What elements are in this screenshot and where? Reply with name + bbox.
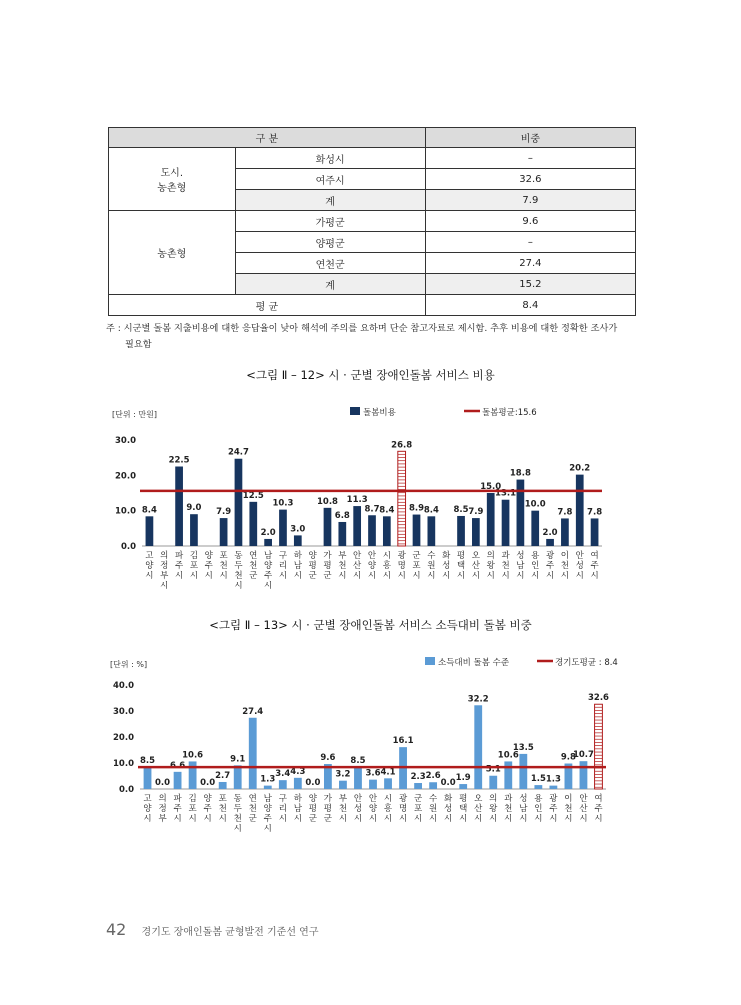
category-label: 안 양 시: [368, 794, 378, 824]
category-label: 광 명 시: [397, 551, 406, 581]
legend-line-label: 경기도평균 : 8.4: [555, 658, 618, 668]
category-label: 포 천 시: [219, 551, 228, 581]
category-label: 동 두 천 시: [233, 794, 242, 834]
data-label: 0.0: [305, 778, 321, 788]
data-label: 7.8: [587, 507, 603, 518]
data-label: 24.7: [227, 447, 249, 458]
table-header-row: [109, 128, 636, 148]
category-label: 과 천 시: [504, 794, 513, 824]
category-label: 오 산 시: [474, 794, 483, 824]
unit-label: [단위 : %]: [110, 660, 148, 669]
category-label: 의 왕 시: [489, 794, 498, 824]
data-label: 10.7: [572, 750, 594, 761]
bar: [384, 778, 392, 789]
y-tick-label: 20.0: [115, 471, 136, 482]
data-label: 11.3: [346, 495, 368, 506]
data-label: 9.8: [560, 752, 576, 763]
data-label: 27.4: [242, 706, 264, 717]
bar: [429, 782, 437, 789]
bar: [190, 514, 198, 546]
category-label: 파 주 시: [174, 551, 184, 581]
category-label: 의 정 부: [158, 794, 167, 824]
data-label: 10.0: [524, 499, 546, 510]
category-label: 광 명 시: [398, 794, 408, 824]
data-label: 3.6: [365, 768, 381, 779]
header-category: 구 분: [109, 128, 426, 148]
data-label: 8.5: [350, 755, 366, 766]
row-value: 15.2: [425, 274, 635, 295]
table-note: [106, 321, 646, 353]
bar: [580, 761, 588, 789]
category-label: 동 두 천 시: [234, 551, 243, 591]
category-label: 성 남 시: [519, 794, 528, 824]
data-label: 9.0: [186, 503, 202, 514]
group-name: 농촌형: [109, 211, 236, 295]
bar: [339, 781, 347, 789]
data-label: 1.3: [260, 774, 276, 785]
row-label: 계: [235, 274, 425, 295]
data-label: 3.0: [290, 524, 306, 535]
average-label: 평 균: [109, 295, 426, 316]
figure-12-caption: <그림 Ⅱ – 12> 시 · 군별 장애인돌봄 서비스 비용: [246, 368, 495, 382]
category-label: 남 양 주 시: [263, 794, 272, 834]
y-tick-label: 30.0: [115, 436, 136, 446]
y-tick-label: 10.0: [115, 506, 136, 517]
category-label: 군 포 시: [413, 794, 423, 824]
bar: [279, 780, 287, 789]
data-label: 8.7: [364, 504, 380, 515]
figure-13-caption: <그림 Ⅱ – 13> 시 · 군별 장애인돌봄 서비스 소득대비 돌봄 비중: [209, 618, 532, 632]
data-label: 10.6: [497, 750, 519, 761]
category-label: 안 양 시: [367, 551, 377, 581]
category-label: 양 평 군: [308, 551, 317, 581]
bar: [219, 782, 227, 789]
data-label: 0.0: [440, 778, 456, 788]
data-label: 16.1: [392, 736, 414, 747]
category-label: 구 리 시: [278, 551, 288, 581]
bar: [235, 459, 243, 546]
bar: [249, 502, 257, 546]
bar: [561, 518, 569, 546]
note-line: 주 : 시군별 돌봄 지출비용에 대한 응답율이 낮아 해석에 주의를 요하며 단순 참고자료로 제시함. 추후 비용에 대한 정확한 조사가: [106, 323, 618, 334]
category-label: 가 평 군: [323, 794, 333, 824]
category-label: 고 양 시: [145, 551, 154, 581]
document-title: 경기도 장애인돌봄 균형발전 기준선 연구: [141, 927, 319, 938]
bar: [264, 539, 272, 546]
category-label: 시 흥 시: [382, 551, 391, 581]
bar: [576, 475, 584, 546]
data-label: 6.8: [334, 510, 350, 521]
data-label: 7.9: [468, 507, 484, 518]
data-label: 4.3: [290, 766, 306, 777]
data-label: 2.0: [260, 527, 276, 538]
row-label: 연천군: [235, 253, 425, 274]
category-label: 과 천 시: [501, 551, 510, 581]
category-label: 연 천 군: [248, 794, 257, 824]
bar: [189, 761, 197, 789]
category-label: 안 성 시: [353, 794, 363, 824]
row-value: –: [425, 148, 635, 169]
table-row: [109, 211, 636, 232]
page-footer: [106, 920, 318, 939]
data-label: 8.4: [423, 505, 439, 516]
data-label: 0.0: [200, 778, 216, 788]
bar: [472, 518, 480, 546]
category-label: 구 리 시: [278, 794, 287, 824]
data-label: 5.1: [485, 764, 501, 775]
bar: [414, 783, 422, 789]
data-label: 18.8: [509, 468, 531, 479]
category-label: 군 포 시: [412, 551, 421, 581]
cost-share-table: [108, 127, 636, 316]
group-name: 도시. 농촌형: [109, 148, 236, 211]
bar: [294, 778, 302, 789]
row-value: 7.9: [425, 190, 635, 211]
bar: [220, 518, 228, 546]
bar: [174, 772, 182, 789]
category-label: 김 포 시: [189, 551, 199, 581]
y-tick-label: 20.0: [113, 733, 134, 743]
bar: [413, 515, 421, 546]
bar: [519, 754, 527, 789]
data-label: 22.5: [168, 455, 190, 466]
bar: [427, 516, 435, 546]
category-label: 안 산 시: [579, 794, 588, 824]
table-row: [109, 148, 636, 169]
category-label: 시 흥 시: [383, 794, 393, 824]
data-label: 8.9: [408, 503, 425, 514]
category-label: 광 주 시: [545, 551, 555, 581]
category-label: 여 주 시: [594, 794, 603, 824]
data-label: 0.0: [155, 778, 171, 788]
legend-bar-swatch: [425, 657, 435, 665]
y-tick-label: 30.0: [113, 707, 134, 717]
row-value: 32.6: [425, 169, 635, 190]
row-label: 계: [235, 190, 425, 211]
data-label: 2.3: [410, 772, 426, 783]
page-number: 42: [106, 920, 127, 939]
category-label: 여 주 시: [590, 551, 599, 581]
category-label: 의 정 부 시: [160, 551, 169, 591]
bar: [504, 761, 512, 789]
unit-label: [단위 : 만원]: [112, 410, 157, 419]
bar: [517, 480, 525, 546]
bar: [549, 786, 557, 789]
data-label: 7.8: [557, 507, 573, 518]
bar: [324, 508, 332, 546]
income-ratio-bar-chart: [0, 650, 741, 840]
data-label: 4.1: [380, 767, 396, 778]
category-label: 안 산 시: [353, 551, 362, 581]
category-label: 수 원 시: [429, 794, 438, 824]
category-label: 수 원 시: [427, 551, 436, 581]
data-label: 2.7: [215, 770, 231, 781]
data-label: 8.4: [141, 505, 157, 516]
category-label: 오 산 시: [471, 551, 480, 581]
data-label: 7.9: [216, 507, 232, 518]
category-label: 안 성 시: [575, 551, 584, 581]
category-label: 양 평 군: [308, 794, 317, 824]
row-label: 가평군: [235, 211, 425, 232]
bar: [487, 493, 495, 546]
category-label: 연 천 군: [249, 551, 258, 581]
category-label: 고 양 시: [143, 794, 152, 824]
row-label: 화성시: [235, 148, 425, 169]
bar: [502, 500, 510, 546]
data-label: 8.5: [453, 504, 469, 515]
data-label: 1.3: [545, 774, 561, 785]
category-label: 부 천 시: [338, 551, 347, 581]
category-label: 양 주 시: [204, 551, 213, 581]
data-label: 10.3: [272, 498, 294, 509]
row-value: 9.6: [425, 211, 635, 232]
y-tick-label: 10.0: [113, 759, 134, 769]
data-label: 10.6: [182, 750, 204, 761]
cost-bar-chart: [0, 400, 741, 605]
data-label: 9.6: [320, 753, 336, 764]
bar: [534, 785, 542, 789]
bar: [368, 515, 376, 546]
category-label: 하 남 시: [293, 551, 302, 581]
bar: [591, 518, 599, 546]
data-label: 26.8: [391, 440, 413, 451]
bar: [369, 780, 377, 789]
bar: [338, 522, 346, 546]
category-label: 남 양 주 시: [264, 551, 273, 591]
bar: [264, 786, 272, 789]
row-value: 27.4: [425, 253, 635, 274]
bar: [354, 767, 362, 789]
y-tick-label: 0.0: [120, 542, 136, 552]
bar: [459, 784, 467, 789]
data-label: 2.0: [542, 527, 558, 538]
row-value: –: [425, 232, 635, 253]
data-label: 3.2: [335, 769, 351, 780]
category-label: 의 왕 시: [486, 551, 495, 581]
category-label: 양 주 시: [203, 794, 212, 824]
bar: [353, 506, 361, 546]
category-label: 가 평 군: [323, 551, 332, 581]
data-label: 12.5: [242, 490, 264, 501]
y-tick-label: 40.0: [113, 681, 134, 691]
category-label: 화 성 시: [442, 551, 451, 581]
data-label: 1.9: [455, 773, 471, 784]
bar: [175, 467, 183, 547]
bar-highlight: [398, 451, 406, 546]
data-label: 32.2: [467, 694, 489, 705]
data-label: 20.2: [569, 463, 591, 474]
data-label: 8.5: [139, 755, 156, 766]
data-label: 15.0: [480, 482, 502, 492]
data-label: 8.4: [379, 505, 395, 516]
category-label: 화 성 시: [444, 794, 453, 824]
category-label: 하 남 시: [293, 794, 302, 824]
bar: [474, 705, 482, 789]
bar: [489, 776, 497, 789]
bar: [294, 535, 302, 546]
category-label: 이 천 시: [560, 551, 570, 581]
category-label: 파 주 시: [173, 794, 182, 824]
data-label: 2.6: [425, 771, 441, 782]
bar: [457, 516, 465, 546]
data-label: 9.1: [230, 754, 246, 765]
data-label: 10.8: [316, 496, 338, 507]
category-label: 용 인 시: [531, 551, 540, 581]
category-label: 평 택 시: [459, 794, 468, 824]
category-label: 부 천 시: [338, 794, 348, 824]
category-label: 평 택 시: [456, 551, 466, 581]
note-line: 필요함: [125, 339, 152, 350]
bar: [144, 767, 152, 789]
bar: [383, 516, 391, 546]
legend-line-label: 돌봄평균:15.6: [482, 408, 537, 418]
row-label: 여주시: [235, 169, 425, 190]
data-label: 13.1: [495, 488, 517, 499]
table-row-average: [109, 295, 636, 316]
data-label: 32.6: [587, 693, 609, 704]
bar: [279, 510, 287, 546]
category-label: 광 주 시: [549, 794, 558, 824]
data-label: 13.5: [512, 742, 534, 753]
bar: [234, 765, 242, 789]
data-label: 3.4: [275, 769, 291, 780]
bar: [531, 511, 539, 546]
bar: [546, 539, 554, 546]
average-value: 8.4: [425, 295, 635, 316]
category-label: 김 포 시: [188, 794, 197, 824]
legend-bar-label: 소득대비 돌봄 수준: [438, 658, 510, 668]
row-label: 양평군: [235, 232, 425, 253]
category-label: 성 남 시: [516, 551, 525, 581]
y-tick-label: 0.0: [118, 785, 134, 795]
legend-bar-label: 돌봄비용: [363, 408, 396, 418]
legend-bar-swatch: [350, 407, 360, 415]
header-share: 비중: [425, 128, 635, 148]
data-label: 1.5: [530, 774, 546, 785]
category-label: 포 천 시: [218, 794, 227, 824]
category-label: 이 천 시: [564, 794, 573, 824]
data-label: 6.6: [170, 760, 186, 771]
bar: [249, 718, 257, 789]
category-label: 용 인 시: [534, 794, 543, 824]
bar: [146, 516, 154, 546]
